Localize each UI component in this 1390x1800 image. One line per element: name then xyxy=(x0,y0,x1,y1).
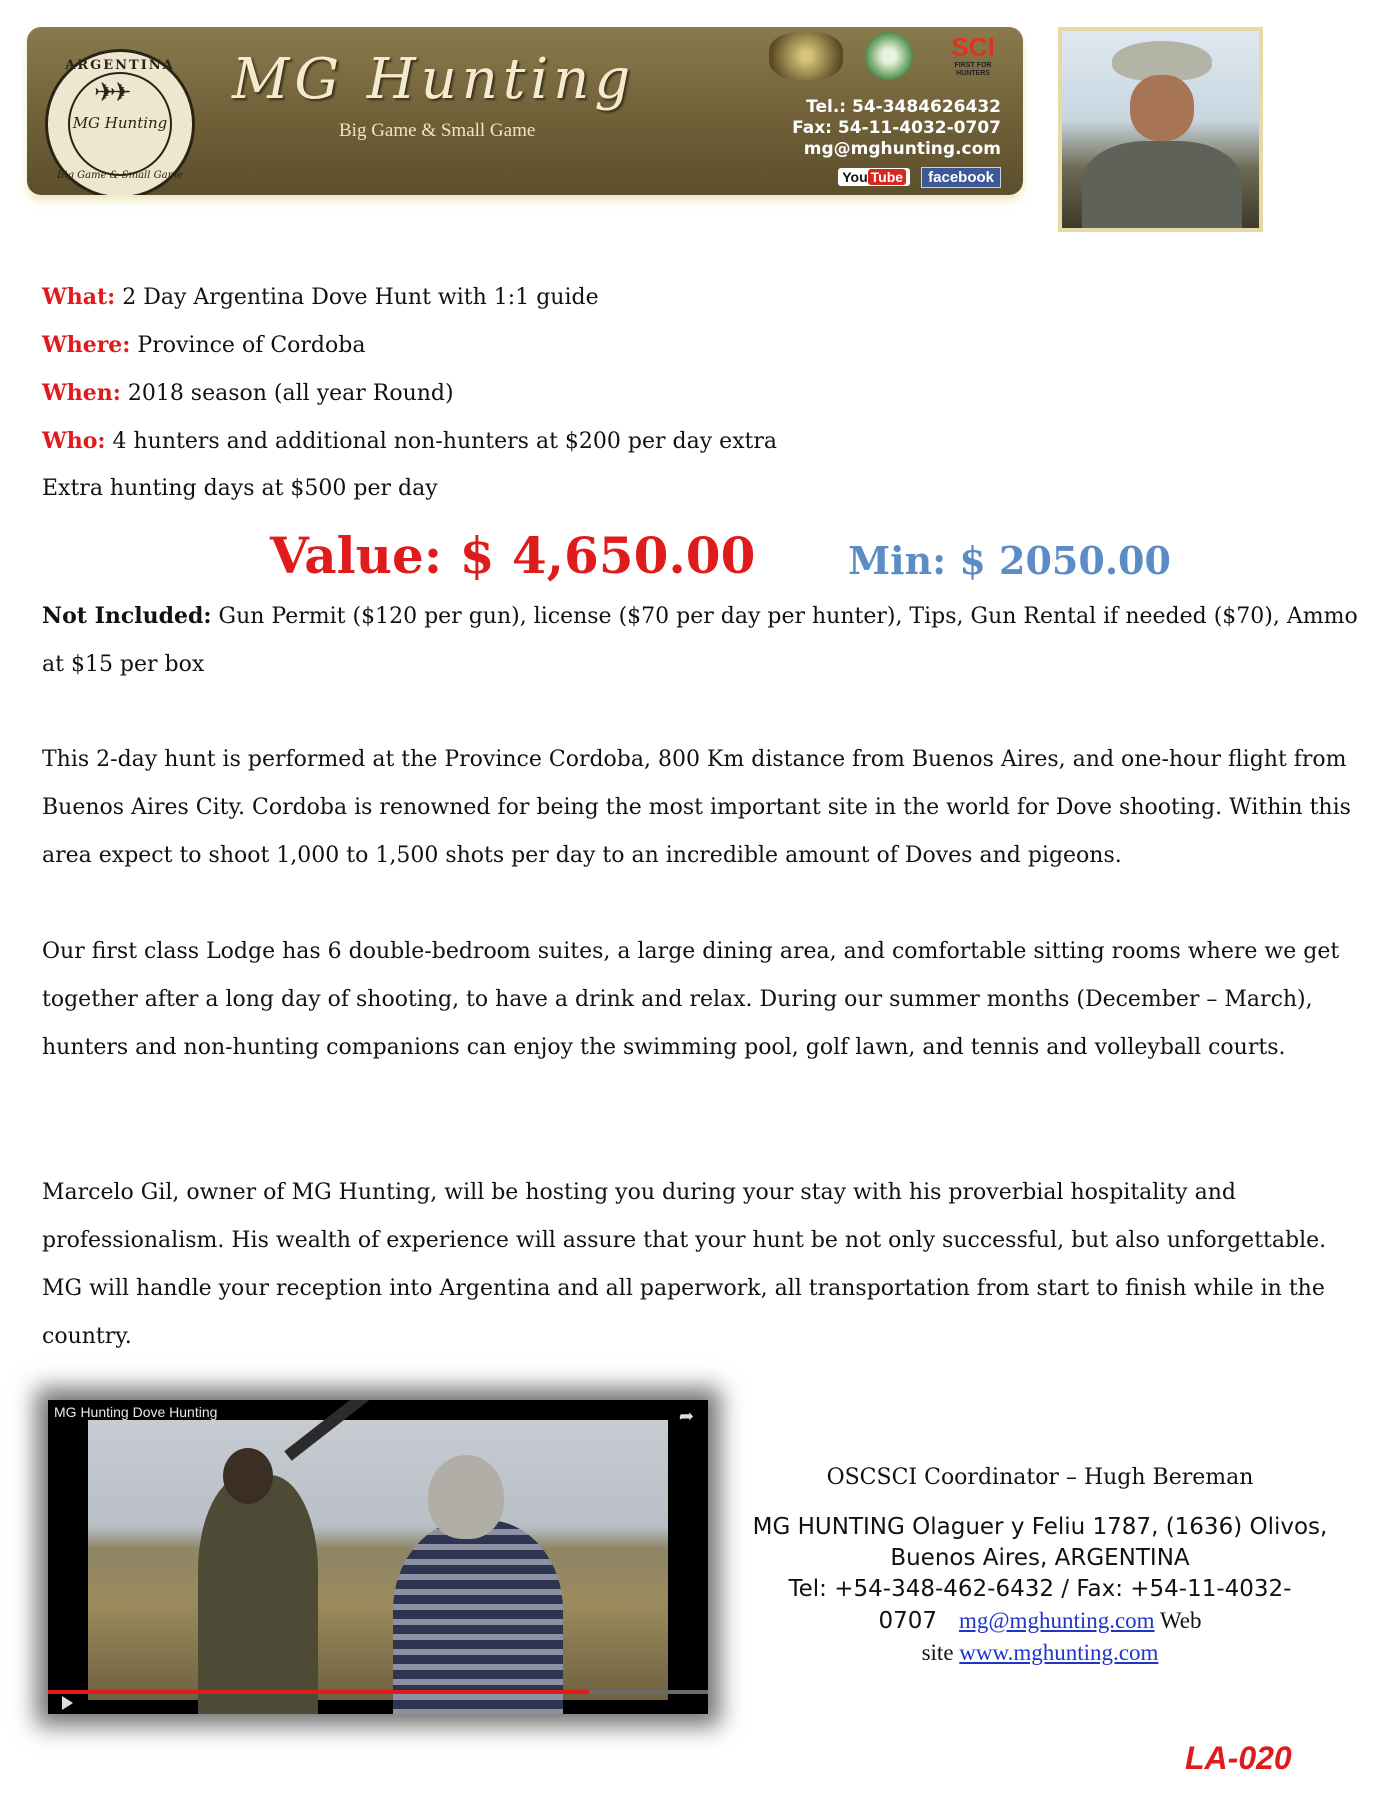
where-label: Where: xyxy=(42,332,131,358)
when-label: When: xyxy=(42,380,121,406)
companion-figure xyxy=(393,1520,563,1714)
ducks-icon: ✈✈ xyxy=(94,78,126,108)
site-label: site xyxy=(921,1640,960,1665)
sci-logo xyxy=(937,32,1009,76)
address-line-1: MG HUNTING Olaguer y Feliu 1787, (1636) Olivos, xyxy=(752,1514,1328,1540)
seal-country: ARGENTINA xyxy=(65,58,175,73)
portrait-face xyxy=(1130,75,1194,141)
facebook-button[interactable]: facebook xyxy=(921,167,1001,188)
hunter-figure xyxy=(198,1475,318,1714)
companion-head xyxy=(428,1455,504,1539)
brand-title: MG Hunting xyxy=(232,47,636,112)
not-included xyxy=(42,592,1362,689)
email-web-line xyxy=(730,1605,1350,1637)
shotgun xyxy=(284,1400,402,1461)
fax-end: 0707 xyxy=(878,1608,938,1634)
lodge-paragraph: Our first class Lodge has 6 double-bedroom suites, a large dining area, and comfortable sitting rooms where we get together after a long day of shooting, to have a drink and relax. During our summer months (December – March), hunters and non-hunting companions can enjoy the swimming pool, golf lawn, and tennis and volleyball courts. xyxy=(42,939,1340,1060)
brand-subtitle: Big Game & Small Game xyxy=(339,120,536,141)
coordinator-line: OSCSCI Coordinator – Hugh Bereman xyxy=(826,1465,1254,1490)
video-thumbnail xyxy=(88,1420,668,1700)
detail-extra-days: Extra hunting days at $500 per day xyxy=(42,476,438,501)
mg-hunting-seal-logo xyxy=(45,49,195,195)
video-player[interactable] xyxy=(48,1400,708,1714)
video-progress-fill xyxy=(48,1690,589,1694)
detail-what xyxy=(42,282,599,313)
host-paragraph: Marcelo Gil, owner of MG Hunting, will be hosting you during your stay with his proverbial hospitality and professionalism. His wealth of experience will assure that your hunt be not only successful, but also unforgettable. MG will handle your reception into Argentina and all paperwork, all transportation from start to finish while in the country. xyxy=(42,1180,1327,1349)
not-included-label: Not Included: xyxy=(42,603,212,629)
detail-where xyxy=(42,330,365,361)
sci-tagline: FIRST FOR HUNTERS xyxy=(954,62,992,77)
share-icon[interactable]: ➦ xyxy=(678,1406,694,1427)
tel-fax-line: Tel: +54-348-462-6432 / Fax: +54-11-4032- xyxy=(788,1576,1292,1602)
youtube-you-text: You xyxy=(842,169,868,185)
detail-when xyxy=(42,378,454,409)
pricing-row xyxy=(0,526,1390,586)
sci-logo-text: SCI xyxy=(951,32,995,62)
address-line-2: Buenos Aires, ARGENTINA xyxy=(890,1545,1190,1571)
when-value: 2018 season (all year Round) xyxy=(120,381,454,406)
globe-logo-icon xyxy=(865,32,913,80)
detail-who xyxy=(42,426,777,457)
game-animals-logo-icon xyxy=(769,32,843,80)
header-fax: Fax: 54-11-4032-0707 xyxy=(792,118,1001,138)
video-title[interactable]: MG Hunting Dove Hunting xyxy=(54,1404,218,1420)
min-price: Min: $ 2050.00 xyxy=(848,538,1171,583)
seal-name: MG Hunting xyxy=(72,114,168,132)
what-label: What: xyxy=(42,284,116,310)
header-email[interactable]: mg@mghunting.com xyxy=(803,139,1001,159)
web-label: Web xyxy=(1154,1608,1202,1633)
header-tel: Tel.: 54-3484626432 xyxy=(806,97,1001,117)
email-link[interactable]: mg@mghunting.com xyxy=(958,1608,1155,1633)
header-contact xyxy=(792,97,1001,160)
listing-code: LA-020 xyxy=(1185,1740,1292,1776)
portrait-body xyxy=(1082,141,1242,232)
play-icon[interactable] xyxy=(62,1696,73,1710)
address-block xyxy=(730,1512,1350,1669)
seal-tagline: Big Game & Small Game xyxy=(57,170,183,181)
owner-portrait-photo xyxy=(1058,27,1263,232)
description-paragraph: This 2-day hunt is performed at the Province Cordoba, 800 Km distance from Buenos Aires, and one-hour flight from Buenos Aires City. Cordoba is renowned for being the most important site in the world for Dove shooting. Within this area expect to shoot 1,000 to 1,500 shots per day to an incredible amount of Doves and pigeons. xyxy=(42,747,1351,868)
social-links xyxy=(838,167,1001,188)
video-progress-bar[interactable] xyxy=(48,1690,708,1694)
header-banner xyxy=(27,27,1023,195)
not-included-text: Gun Permit ($120 per gun), license ($70 per day per hunter), Tips, Gun Rental if needed ($70), Ammo at $15 per box xyxy=(42,604,1358,677)
value-price: Value: $ 4,650.00 xyxy=(270,526,756,585)
who-label: Who: xyxy=(42,428,106,454)
where-value: Province of Cordoba xyxy=(130,333,366,358)
affiliation-logos xyxy=(769,32,1009,84)
youtube-tube-text: Tube xyxy=(868,169,906,185)
footer-contact xyxy=(730,1462,1350,1669)
what-value: 2 Day Argentina Dove Hunt with 1:1 guide xyxy=(115,285,599,310)
website-link[interactable]: www.mghunting.com xyxy=(959,1640,1159,1665)
hunter-head xyxy=(223,1448,273,1504)
youtube-button[interactable] xyxy=(838,168,910,186)
who-value: 4 hunters and additional non-hunters at $200 per day extra xyxy=(105,429,778,454)
website-line xyxy=(730,1637,1350,1669)
